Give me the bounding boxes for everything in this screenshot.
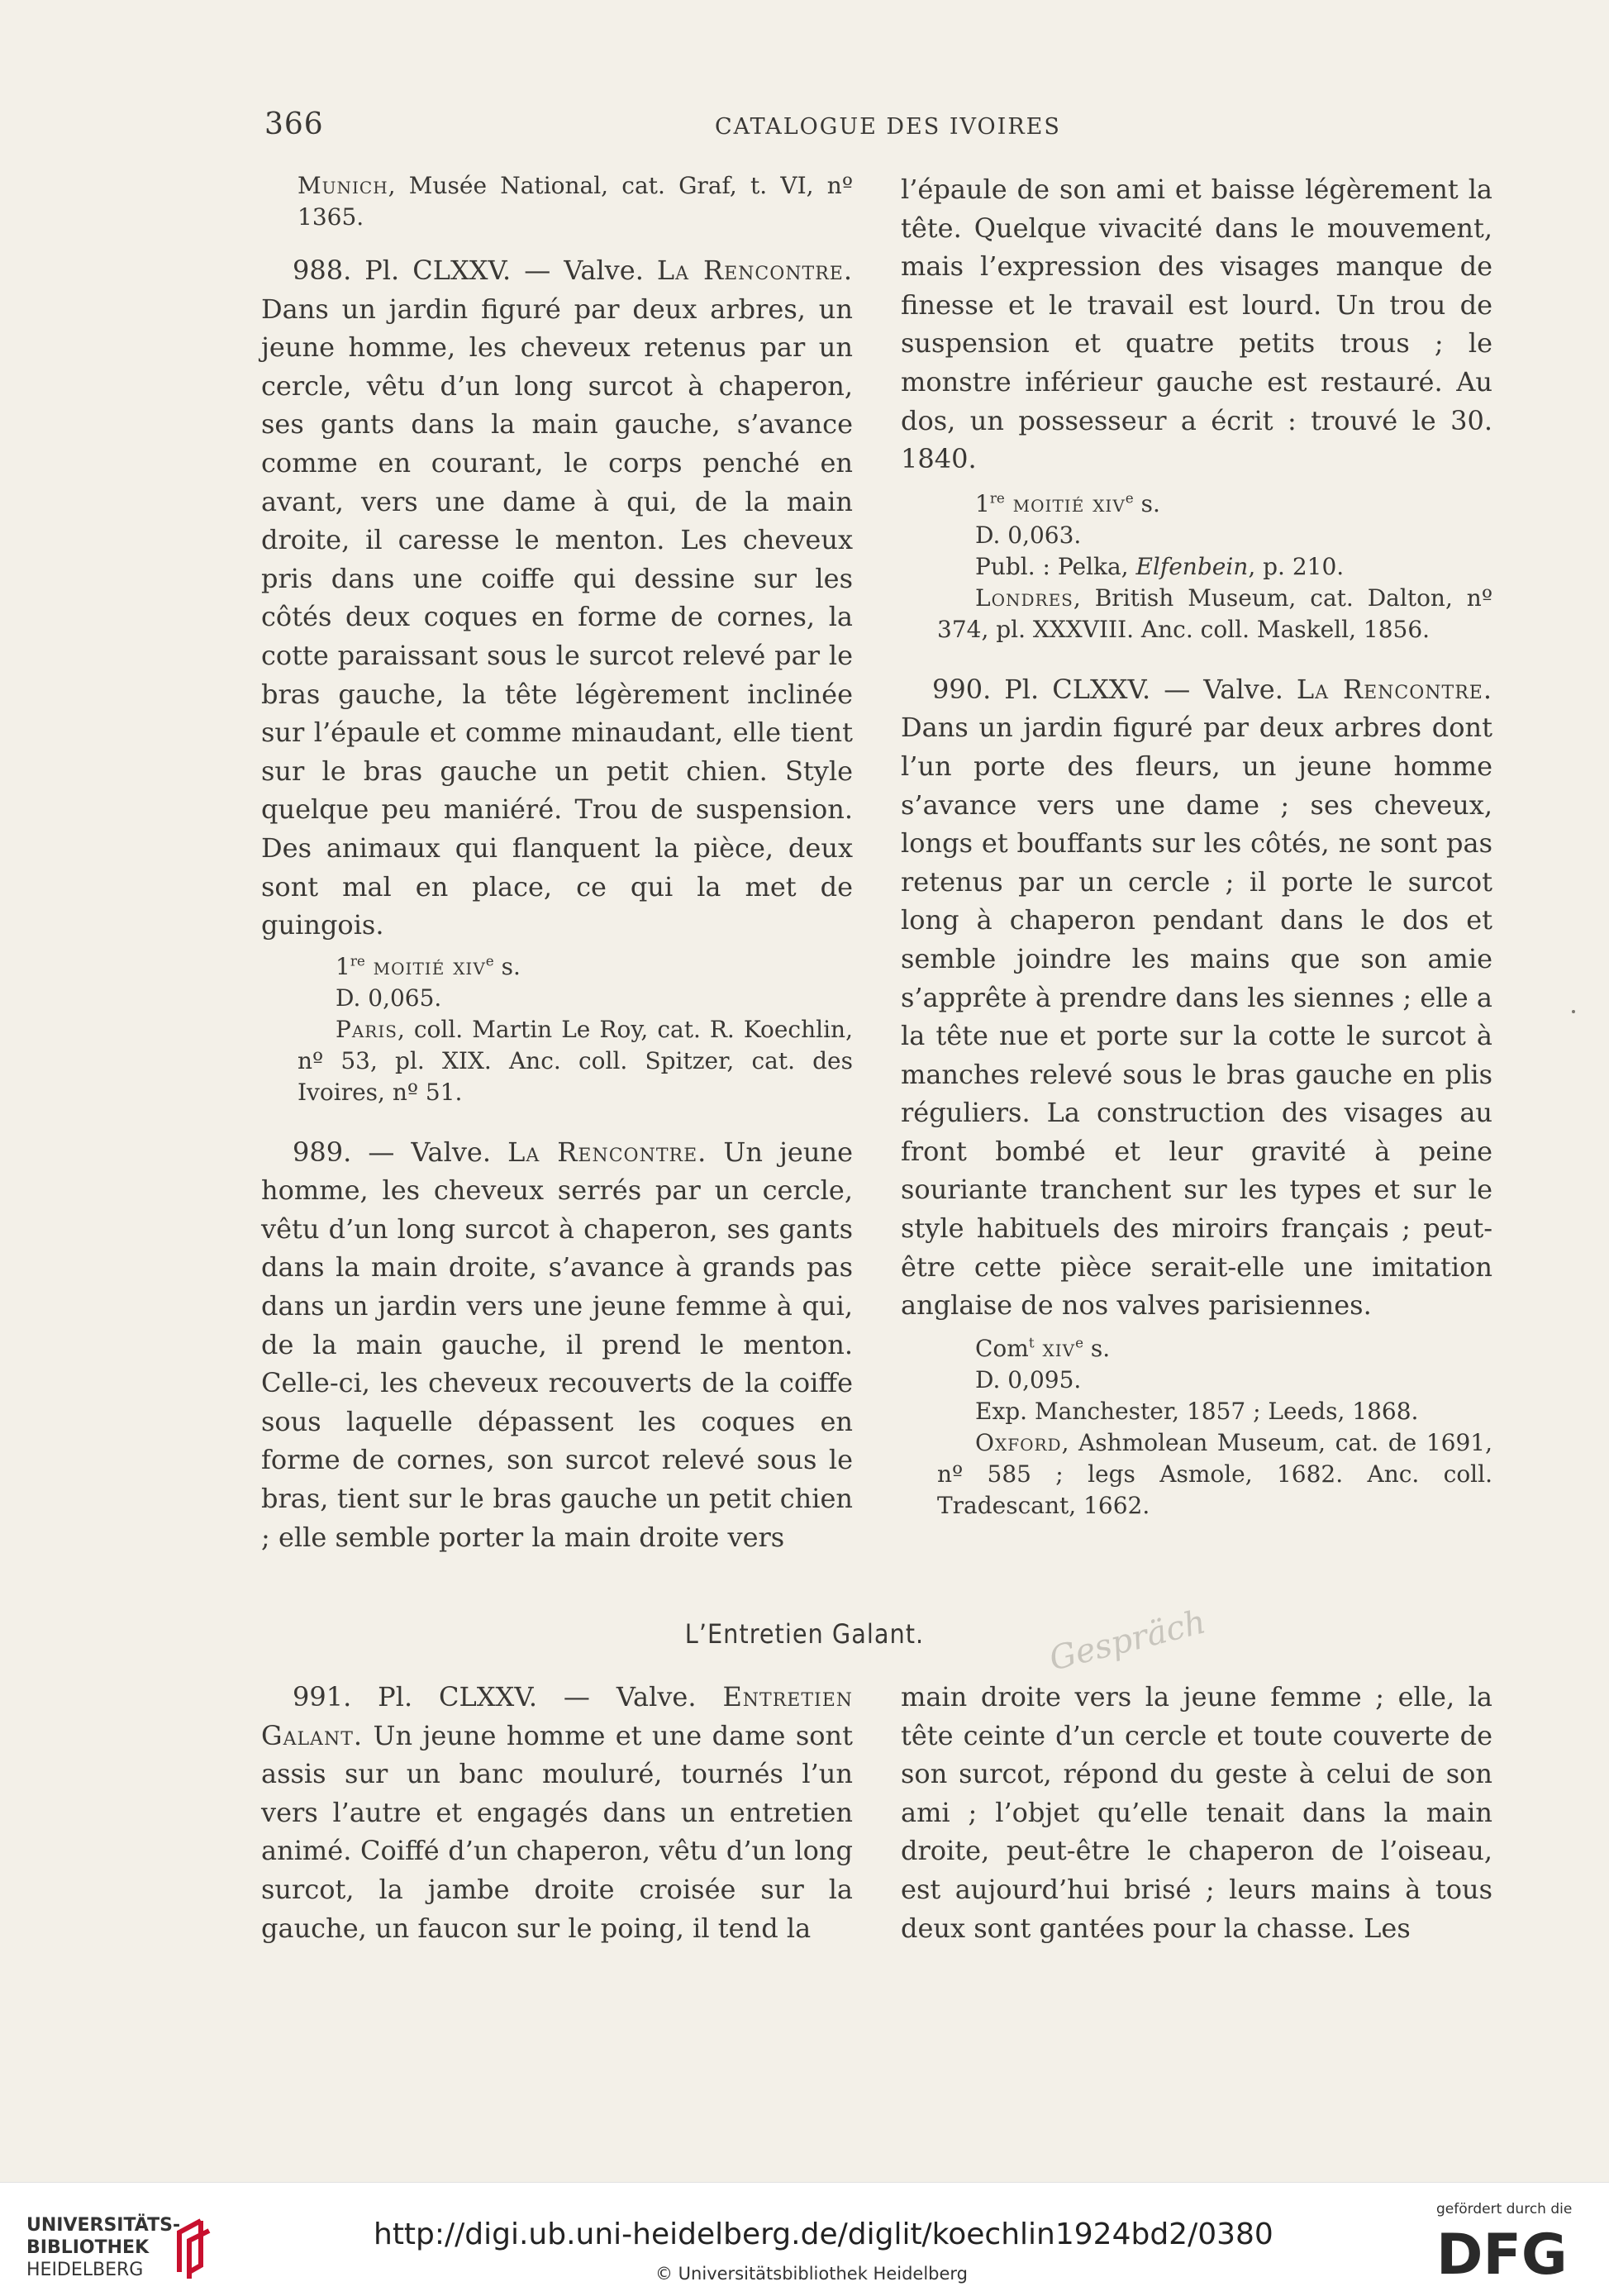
entry-988 [261,251,853,945]
entry-990-date: Com$^t$ xiv$^e$ s. [975,1334,1111,1362]
entry-989-number: 989. [293,1136,352,1168]
right-column [901,170,1492,1522]
entry-988-meta [261,951,853,1108]
entry-990-exhibitions: Exp. Manchester, 1857 ; Leeds, 1868. [975,1397,1419,1425]
pencil-annotation: Gespräch [1045,1603,1210,1679]
entry-989-subject: La Rencontre. [507,1136,707,1168]
svg-text:DFG: DFG [1436,2222,1568,2282]
left-column [261,170,853,1556]
page-number: 366 [264,107,324,141]
running-title: CATALOGUE DES IVOIRES [715,114,1061,140]
entry-989-dimension: D. 0,063. [975,521,1082,549]
citation-city: Munich [298,172,388,199]
entry-990-meta [901,1333,1492,1522]
entry-990-collection: Oxford, Ashmolean Museum, cat. de 1691, nº 585 ; legs Asmole, 1682. Anc. coll. Tradescant, 1662. [937,1428,1492,1519]
entry-991-right [901,1678,1492,1947]
entry-989 [261,1133,853,1557]
entry-990-text: Dans un jardin figuré par deux arbres dont l’un porte des fleurs, un jeune homme s’avance vers une dame ; ses cheveux, longs et bouffants sur les côtés, ne sont pas retenus par un cercle ; il porte le surcot long à chaperon pendant dans le dos et semble joindre les mains que son amie s’apprête à prendre dans les siennes ; elle a la tête nue et porte sur la cotte le surcot à manches relevé sous le bras gauche en plis réguliers. La construction des visages au front bombé et leur gravité à peine souriante tranchent sur les types et sur le style habituels des miroirs français ; peut-être cette pièce serait-elle une imitation anglaise de nos valves parisiennes. [901,712,1492,1322]
entry-991-plate: Pl. CLXXV. — Valve. [378,1681,697,1712]
funding-label: gefördert durch die [1436,2201,1573,2217]
copyright-text: © Universitätsbibliothek Heidelberg [655,2264,969,2284]
entry-991 [261,1678,853,1947]
entry-989-plate: — Valve. [368,1136,492,1168]
entry-990-number: 990. [932,673,992,705]
entry-988-date: 1re moitié xiv$^e$ s. [336,952,521,980]
entry-990-plate: Pl. CLXXV. — Valve. [1004,673,1283,705]
citation-text: , Musée National, cat. Graf, t. VI, nº 1365. [298,172,853,231]
entry-991-subject: Entretien Galant. [261,1681,854,1751]
entry-990-dimension: D. 0,095. [975,1365,1082,1393]
entry-989-publication: Publ. : Pelka, Elfenbein, p. 210. [975,552,1345,580]
dfg-logo-icon [1436,2222,1578,2282]
entry-991-number: 991. [293,1681,352,1712]
entry-991-left [261,1678,853,1947]
entry-989-continuation: l’épaule de son ami et baisse légèrement la tête. Quelque vivacité dans le mouvement, mais l’expression des visages manque de finesse et le travail est lourd. Un trou de suspension et quatre petits trous ; le monstre inférieur gauche est restauré. Au dos, un possesseur a écrit : trouvé le 30. 1840. [901,174,1492,475]
section-title: L’Entretien Galant. [684,1618,925,1650]
citation-top [261,170,853,233]
entry-988-subject: La Rencontre. [656,255,854,286]
library-name: UNIVERSITÄTS- BIBLIOTHEK HEIDELBERG [26,2215,181,2280]
entry-988-dimension: D. 0,065. [336,984,442,1012]
entry-988-collection: Paris, coll. Martin Le Roy, cat. R. Koechlin, nº 53, pl. XIX. Anc. coll. Spitzer, cat. des Ivoires, nº 51. [298,1015,853,1106]
entry-990-subject: La Rencontre. [1296,673,1493,705]
entry-991-text-left: Un jeune homme et une dame sont assis sur un banc mouluré, tournés l’un vers l’autre et engagés dans un entretien animé. Coiffé d’un chaperon, vêtu d’un long surcot, la jambe droite croisée sur la gauche, un faucon sur le poing, il tend la [261,1719,854,1944]
entry-989-text: Un jeune homme, les cheveux serrés par un cercle, vêtu d’un long surcot à chaperon, ses gants dans la main droite, s’avance à grands pas dans un jardin vers une jeune femme à qui, de la main gauche, il prend le menton. Celle-ci, les cheveux recouverts de la coiffe sous laquelle dépassent les coques en forme de cornes, son surcot relevé sous le bras, tient sur le bras gauche un petit chien ; elle semble porter la main droite vers [261,1136,854,1553]
library-logo-icon [159,2214,226,2282]
entry-989-meta [901,488,1492,645]
entry-990 [901,670,1492,1325]
entry-988-text: Dans un jardin figuré par deux arbres, un jeune homme, les cheveux retenus par un cercle, vêtu d’un long surcot à chaperon, ses gants dans la main gauche, s’avance comme en courant, le corps penché en avant, vers une dame à qui, de la main droite, il caresse le menton. Les cheveux pris dans une coiffe qui dessine sur les côtés deux coques en forme de cornes, la cotte paraissant sous le surcot relevé par le bras gauche, la tête légèrement inclinée sur l’épaule et comme minaudant, elle tient sur le bras gauche un petit chien. Style quelque peu maniéré. Trou de suspension. Des animaux qui flanquent la pièce, deux sont mal en place, ce qui la met de guingois. [261,293,853,941]
entry-989-collection: Londres, British Museum, cat. Dalton, nº 374, pl. XXXVIII. Anc. coll. Maskell, 1856. [937,584,1492,643]
stray-mark [1572,1010,1575,1013]
entry-988-number: 988. [293,255,352,286]
entry-989-date: 1re moitié xiv$^e$ s. [975,489,1160,517]
entry-988-plate: Pl. CLXXV. — Valve. [364,255,644,286]
footer-bar [0,2182,1609,2296]
permalink-url[interactable]: http://digi.ub.uni-heidelberg.de/diglit/koechlin1924bd2/0380 [374,2217,1273,2251]
entry-991-text-right: main droite vers la jeune femme ; elle, la tête ceinte d’un cercle et toute couverte de son surcot, répond du geste à celui de son ami ; l’objet qu’elle tenait dans la main droite, peut-être le chaperon de l’oiseau, est aujourd’hui brisé ; leurs mains à tous deux sont gantées pour la chasse. Les [901,1681,1492,1944]
